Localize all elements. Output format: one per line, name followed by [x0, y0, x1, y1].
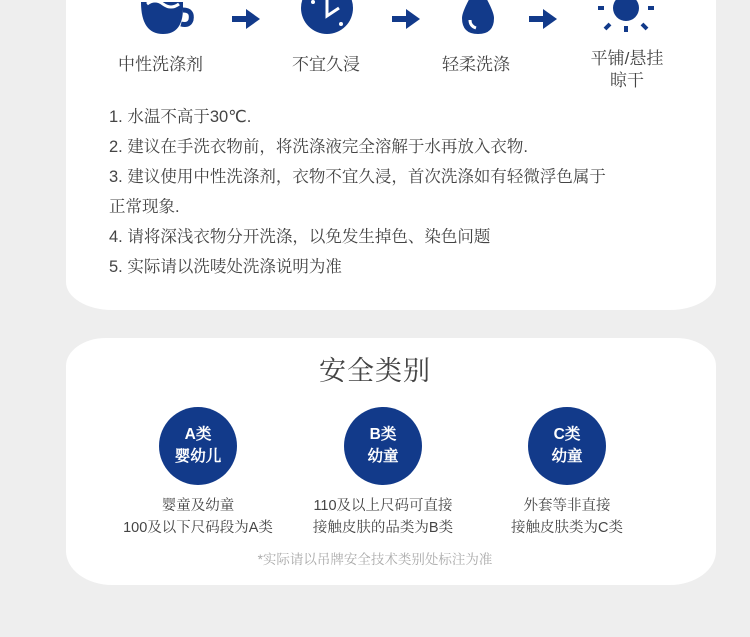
category-a-badge	[159, 407, 237, 485]
water-drop-icon	[448, 0, 508, 38]
safety-section-title: 安全类别	[319, 356, 431, 386]
step-label-dry-line1: 平铺/悬挂	[590, 49, 664, 68]
wash-tips-list	[109, 102, 709, 282]
step-label-detergent: 中性洗涤剂	[118, 55, 203, 74]
step-label-gentle-wash: 轻柔洗涤	[442, 55, 510, 74]
clock-icon	[297, 0, 357, 38]
category-a-badge-subtitle: 婴幼儿	[174, 448, 222, 465]
step-label-dry-line2: 晾干	[610, 71, 644, 90]
hand-wash-basin-icon	[137, 0, 197, 38]
category-b-badge-subtitle: 幼童	[367, 448, 399, 465]
tip-item: 5. 实际请以洗唛处洗涤说明为准	[109, 258, 342, 276]
tip-item: 3. 建议使用中性洗涤剂，衣物不宜久浸，首次洗涤如有轻微浮色属于	[109, 168, 606, 186]
category-a-desc-line2: 100及以下尺码段为A类	[123, 520, 273, 536]
category-b-desc-line1: 110及以上尺码可直接	[313, 498, 453, 514]
category-b-badge-title: B类	[369, 426, 397, 443]
category-a-desc-line1: 婴童及幼童	[161, 498, 235, 514]
arrow-right-icon	[392, 9, 420, 29]
category-b-description	[295, 495, 471, 539]
sun-icon	[596, 0, 656, 38]
category-a-badge-title: A类	[184, 426, 212, 443]
step-label-dry	[588, 48, 666, 92]
category-c-description	[479, 495, 655, 539]
safety-footnote: *实际请以吊牌安全技术类别处标注为准	[257, 552, 493, 567]
category-b-badge	[344, 407, 422, 485]
category-c-desc-line1: 外套等非直接	[523, 498, 611, 514]
step-label-soak: 不宜久浸	[292, 55, 360, 74]
category-a-description	[110, 495, 286, 539]
tip-item: 正常现象.	[109, 198, 180, 216]
tip-item: 1. 水温不高于30℃.	[109, 108, 252, 126]
category-c-badge-subtitle: 幼童	[551, 448, 583, 465]
tip-item: 4. 请将深浅衣物分开洗涤，以免发生掉色、染色问题	[109, 228, 491, 246]
arrow-right-icon	[232, 9, 260, 29]
category-c-badge-title: C类	[553, 426, 581, 443]
category-c-badge	[528, 407, 606, 485]
arrow-right-icon	[529, 9, 557, 29]
category-c-desc-line2: 接触皮肤类为C类	[511, 520, 623, 536]
category-b-desc-line2: 接触皮肤的品类为B类	[312, 520, 454, 536]
tip-item: 2. 建议在手洗衣物前，将洗涤液完全溶解于水再放入衣物.	[109, 138, 528, 156]
